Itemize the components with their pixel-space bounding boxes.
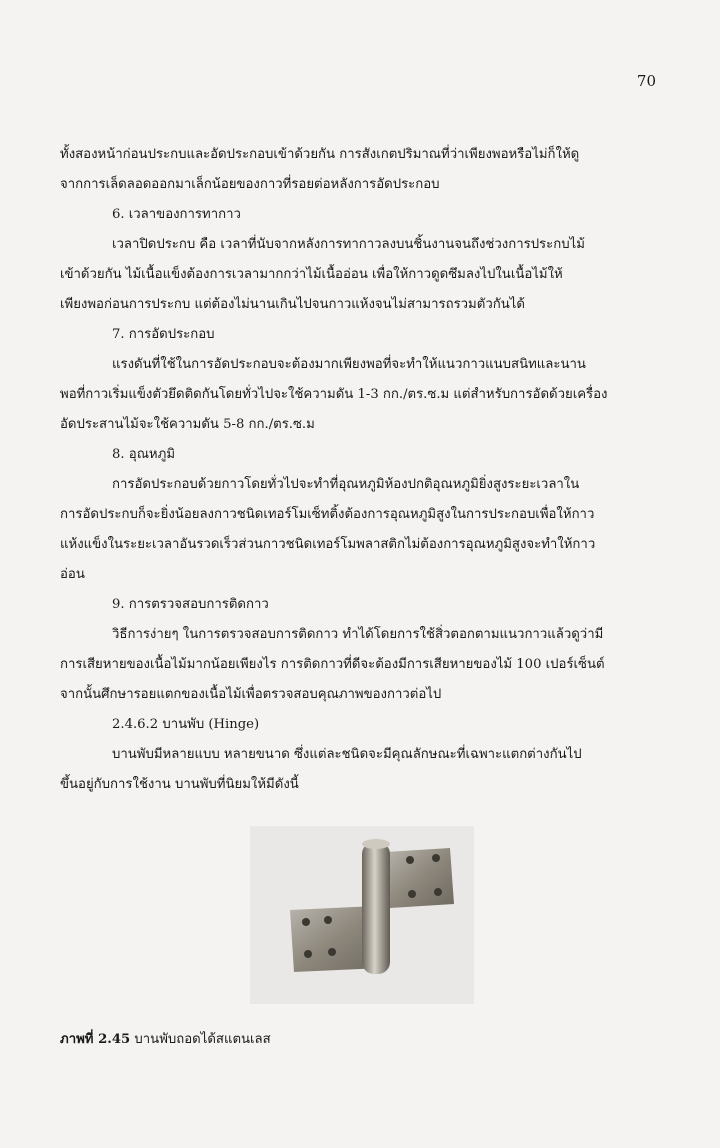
paragraph-line: พอที่กาวเริ่มแข็งตัวยึดติดกันโดยทั่วไปจะใช้ความดัน 1-3 กก./ตร.ซ.ม แต่สำหรับการอัดด้วยเครื่อง xyxy=(60,387,608,402)
page-number: 70 xyxy=(636,72,656,90)
hinge-photo xyxy=(250,826,474,1004)
paragraph-line: วิธีการง่ายๆ ในการตรวจสอบการติดกาว ทำได้โดยการใช้สิ่วตอกตามแนวกาวแล้วดูว่ามี xyxy=(112,627,604,642)
paragraph-line: การอัดประกบก็จะยิ่งน้อยลงกาวชนิดเทอร์โมเซ็ทติ้งต้องการอุณหภูมิสูงในการประกอบเพื่อให้กาว xyxy=(60,507,595,522)
hinge-illustration xyxy=(250,826,474,1004)
section-heading: 2.4.6.2 บานพับ (Hinge) xyxy=(112,717,260,732)
paragraph-line: เข้าด้วยกัน ไม้เนื้อแข็งต้องการเวลามากกว่าไม้เนื้ออ่อน เพื่อให้กาวดูดซึมลงไปในเนื้อไม้ให้ xyxy=(60,267,563,282)
figure-label: ภาพที่ 2.45 xyxy=(60,1032,131,1047)
paragraph-line: ทั้งสองหน้าก่อนประกบและอัดประกอบเข้าด้วยกัน การสังเกตปริมาณที่ว่าเพียงพอหรือไม่ก็ให้ดู xyxy=(60,147,580,162)
document-body xyxy=(60,140,672,800)
section-heading: 7. การอัดประกอบ xyxy=(112,327,215,342)
figure-caption xyxy=(60,1028,271,1049)
paragraph-line: จากการเล็ดลอดออกมาเล็กน้อยของกาวที่รอยต่อหลังการอัดประกอบ xyxy=(60,177,440,192)
paragraph-line: แรงดันที่ใช้ในการอัดประกอบจะต้องมากเพียงพอที่จะทำให้แนวกาวแนบสนิทและนาน xyxy=(112,357,586,372)
paragraph-line: แห้งแข็งในระยะเวลาอันรวดเร็วส่วนกาวชนิดเทอร์โมพลาสติกไม่ต้องการอุณหภูมิสูงจะทำให้กาว xyxy=(60,537,596,552)
section-heading: 9. การตรวจสอบการติดกาว xyxy=(112,597,269,612)
figure-caption-text: บานพับถอดได้สแตนเลส xyxy=(134,1032,271,1047)
paragraph-line: การอัดประกอบด้วยกาวโดยทั่วไปจะทำที่อุณหภูมิห้องปกติอุณหภูมิยิ่งสูงระยะเวลาใน xyxy=(112,477,580,492)
section-heading: 8. อุณหภูมิ xyxy=(112,447,176,462)
paragraph-line: จากนั้นศึกษารอยแตกของเนื้อไม้เพื่อตรวจสอบคุณภาพของกาวต่อไป xyxy=(60,687,442,702)
paragraph-line: เพียงพอก่อนการประกบ แต่ต้องไม่นานเกินไปจนกาวแห้งจนไม่สามารถรวมตัวกันได้ xyxy=(60,297,525,312)
paragraph-line: อัดประสานไม้จะใช้ความดัน 5-8 กก./ตร.ซ.ม xyxy=(60,417,315,432)
section-heading: 6. เวลาของการทากาว xyxy=(112,207,241,222)
paragraph-line: บานพับมีหลายแบบ หลายขนาด ซึ่งแต่ละชนิดจะมีคุณลักษณะที่เฉพาะแตกต่างกันไป xyxy=(112,747,582,762)
paragraph-line: ขึ้นอยู่กับการใช้งาน บานพับที่นิยมให้มีดังนี้ xyxy=(60,777,299,792)
paragraph-line: การเสียหายของเนื้อไม้มากน้อยเพียงไร การติดกาวที่ดีจะต้องมีการเสียหายของไม้ 100 เปอร์เซ็นต์ xyxy=(60,657,605,672)
paragraph-line: อ่อน xyxy=(60,567,85,582)
paragraph-line: เวลาปิดประกบ คือ เวลาที่นับจากหลังการทากาวลงบนชิ้นงานจนถึงช่วงการประกบไม้ xyxy=(112,237,585,252)
